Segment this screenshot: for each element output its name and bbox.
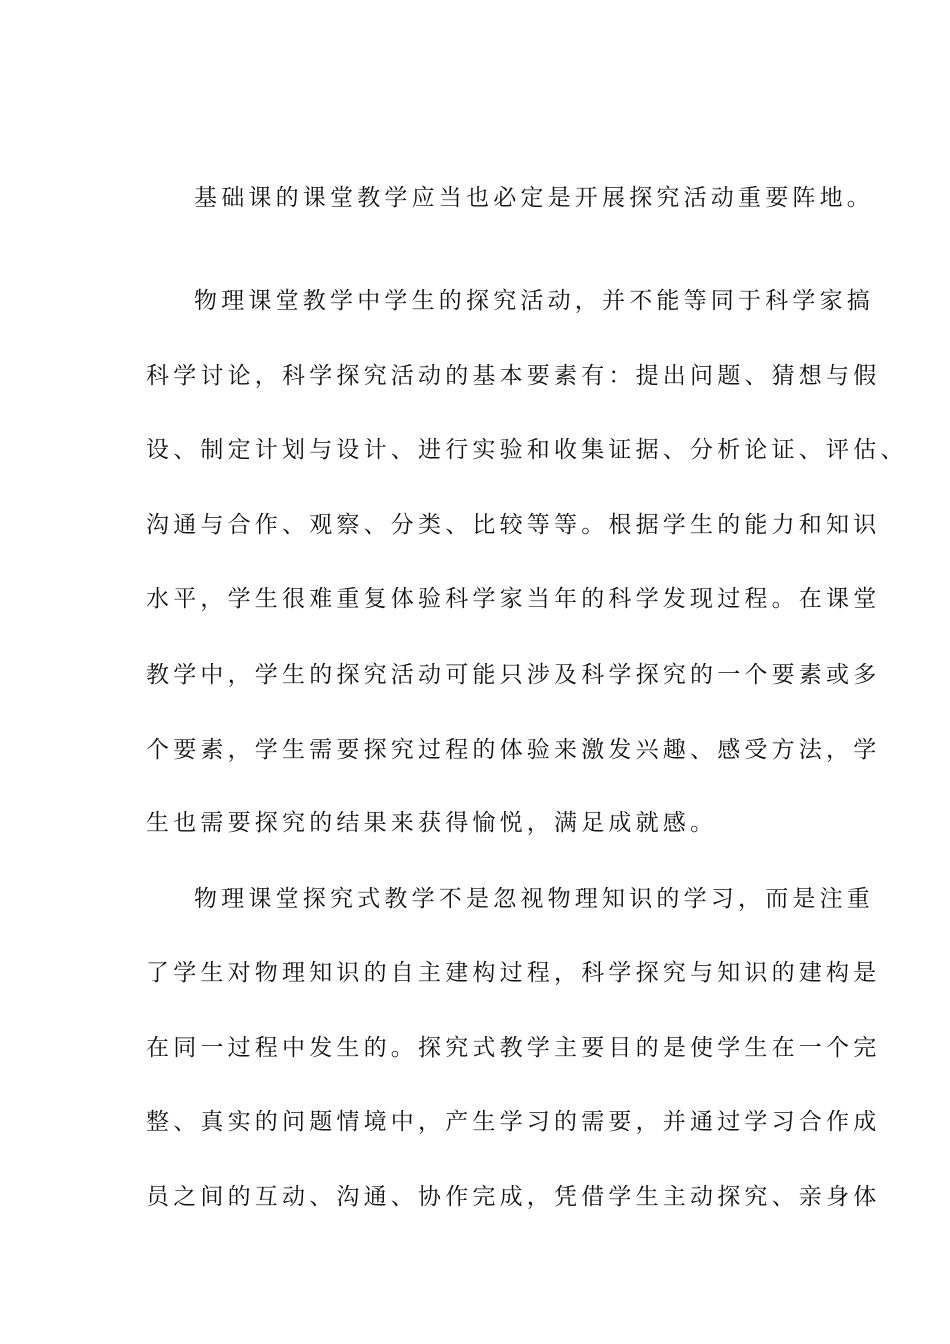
text-line: 物理课堂探究式教学不是忽视物理知识的学习，而是注重 [194,886,874,912]
text-line: 整、真实的问题情境中，产生学习的需要，并通过学习合作成 [146,1109,881,1135]
text-line: 生也需要探究的结果来获得愉悦，满足成就感。 [146,810,718,836]
text-line: 了学生对物理知识的自主建构过程，科学探究与知识的建构是 [146,960,881,986]
text-line: 基础课的课堂教学应当也必定是开展探究活动重要阵地。 [194,185,874,211]
text-line: 水平，学生很难重复体验科学家当年的科学发现过程。在课堂 [146,586,881,612]
text-line: 沟通与合作、观察、分类、比较等等。根据学生的能力和知识 [146,512,881,538]
text-line: 员之间的互动、沟通、协作完成，凭借学生主动探究、亲身体 [146,1184,881,1210]
text-line: 设、制定计划与设计、进行实验和收集证据、分析论证、评估、 [146,437,908,463]
text-line: 个要素，学生需要探究过程的体验来激发兴趣、感受方法，学 [146,737,881,763]
text-line: 教学中，学生的探究活动可能只涉及科学探究的一个要素或多 [146,662,881,688]
text-line: 物理课堂教学中学生的探究活动，并不能等同于科学家搞 [194,288,874,314]
text-line: 在同一过程中发生的。探究式教学主要目的是使学生在一个完 [146,1035,881,1061]
text-line: 科学讨论，科学探究活动的基本要素有：提出问题、猜想与假 [146,363,881,389]
